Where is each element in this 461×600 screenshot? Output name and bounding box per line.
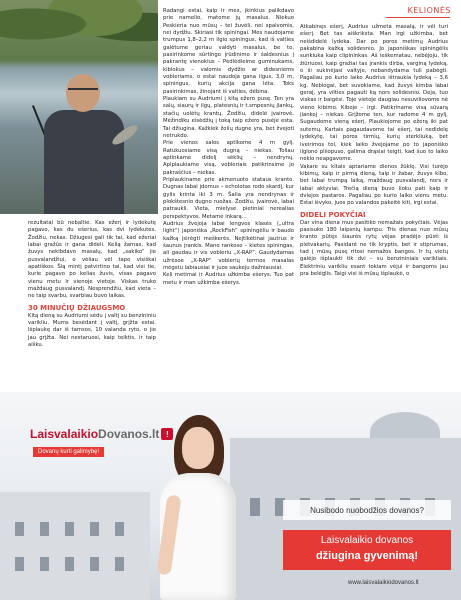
fisherman-photo <box>0 0 158 214</box>
paragraph: Kitą dieną su Audriumi sėdu į valtį su benzininiu varikliu. Mums besėdant į valtį, grįžta estai. Išplaukę dar iš tamsos, 10 valanda ryto, o jie jau grįžta. Nei nestaruosi, kaip teiktis, ir taip aišku. <box>28 312 156 349</box>
paragraph: Plaukiam su Audriumi į kitą ežero pusę. Ten yra salų, siaurų ir ilgų, platesnių ir t.smpesnių įlankų, stačių uolėtų krantų. Žodžiu, didelė įvairovė. Mėžindiku eisėdžių į toką taip ežero pusėje esta. Tai džiugina. Kažkiek žolių dugne yra, bet žvejoti netrukdo. <box>163 96 294 139</box>
window <box>40 522 49 536</box>
text-column-3 <box>300 24 448 278</box>
window <box>115 522 124 536</box>
section-heading: 30 MINUČIŲ DŽIAUGSMO <box>28 303 126 312</box>
window <box>90 522 99 536</box>
window <box>250 498 260 516</box>
window <box>40 557 49 571</box>
paragraph: Atkabinęs ešerį, Audrius užmeta masalą, ir vėl turi ešerį. Bet tas aiškriksta. Man irgi užkimba, bet neišdidelė lydeka. Dar po poros metimų Audrius pakabina kažką solidesnio. Jo japoniškas spiningėlis sunkiuka kaip clipininkas. Aš ieškematau, nebėjoju, tik žiūriuosi, kaip gražiai tas įrankis dirba, varginą lydeką, o ši sukinėjasi valtyje, nebandydama tuli pabėgti. Pagaliau po kurio laiko Audrius ištraukia lydeką – 3,6 kg. Neblogai, bet suvokiame, kad žuvys kimba labai geraį, yra vilties pagauti ką nors solidesnio. Deja, tuo viskas ir baigėsi. Toje vietoje daugiau nesuviliovome nė vieno kibimo. Kiboje – irgi. Patikriname visą sūvarą įlankoj – niekas. Grįžome ten, kur radome 4 m gylį. Sugaudome vieną ešerį. Plaukiojome po ežerą iki pat sutemų. Kartais pagaudavome tai ešerį, tai nedidelę lydekytę, tai poros tirmių, kurių sterkliuką, bet iveirimos tol, kiek laiko žvejojame po to japoniško ilgiono pliiopuso, galima drąsiai teigti, kad šuo to laiko nekio neapgavome. <box>300 24 448 163</box>
paragraph: Audrius žvejoja labai lengvos klasės („ultra light“) japoniška „RockFish“ spiningėliu ir baudo kažką įsirėgti meškerės. Nejtikėtinai jautrus ir šaunus įrankis. Mano rankose – kietes spiningas, ali gaudau ir vis vobleriu „X-RAP“. Gaudydamas užrėsoe „X-RAP“ voblerių termos masalas mėgstu labiausiai ir juos saukeju dažniausiai. <box>163 220 294 272</box>
paragraph: Dar vina diena mus pasitiko nemažais pokyčiais. Vėjas pasisuko 180 laipsnių kampu. Tris dienas nuo mūsų kranto pūtęs šiaurės rytų vėjas pradėjo pūsti iš pietvakarių. Pasidarė ne tik kryptis, bet ir stiprumas, tad į mūsų pusę ritosi nemažos bangos. Ir tų vietų galėjo išplaukti tik dvi – su benzininiais varikliais. Elektriniu varikliu esant tokiam vėjui ir bangoms jau pra belėglis. Taigi visi iš mūsų išplaukė, o <box>300 219 448 277</box>
cta-line-1: Laisvalaikio dovanos <box>320 535 414 546</box>
paragraph: Priplaukiname prie akmenuoto stataus kranto. Dugnas labai įdomus – echolotas rodo skardį, kur gylis krinta iki 3 m. Šalia yra nendrynas ir plokštesnio dugno ruožas. Žodžiu, įvairovė, labai patraukli. Vieta, mielyse pietiniai nerealias perspektyvos. Metame inkarą... <box>163 176 294 220</box>
fisherman-glasses <box>68 88 98 94</box>
section-rule <box>386 17 450 18</box>
text-column-1 <box>28 220 156 350</box>
brand-name-part-2: Dovanos.lt <box>98 427 160 441</box>
slogan-badge: Dovanų kurti galimybę! <box>33 447 104 457</box>
section-label: KELIONĖS <box>407 6 451 15</box>
window <box>15 522 24 536</box>
window <box>65 557 74 571</box>
cta-line-2: džiugina gyvenimą! <box>315 550 419 562</box>
section-heading: DIDELI POKYČIAI <box>300 210 366 219</box>
brand-mark-icon: ! <box>161 428 173 440</box>
paragraph: rezultatai bū nebaltie. Kas ežerį ir lydekutę pagavo, kas du ešerius, kas dvi lydekutes. Žodžiu, nekas. Džiugesi gali tik tai, kad ežeriai labai gražūs ir gana dideli. Kelią žarnas, kad žuvys nekibdavo masalų, kad „sakiko“ jie pusvalandžiui, o vėliau vėl tapo visiškai apatiškos. Šią mintį patvirtino tai, kad visi tie, kurie pagavo po kelias žuvis, visas pagavo vienu metu ir vienoje vietoje. Viskas truko maždaug pusvalandį. Nesprendžiu, kad vieta – ne taip svarbu, svarbiau buvo laikas. <box>28 220 156 300</box>
brand-name <box>30 427 159 441</box>
fisherman-figure <box>40 70 124 214</box>
ad-cta-banner[interactable] <box>283 530 451 570</box>
window <box>115 557 124 571</box>
paragraph: Prie vienos salos aptikome 4 m gylį. Ratukuosiame visą dugną – niekas. Toliau aptinkame didelį sėklių – nendrynų. Apiplaukiame visą, vobleriais patikrinsime jo pakraščius – niekas. <box>163 140 294 176</box>
cathedral-building <box>0 492 150 600</box>
window <box>15 557 24 571</box>
tree-line <box>0 0 158 60</box>
text-column-2 <box>163 8 294 287</box>
model-woman <box>152 415 242 600</box>
brand-name-part-1: Laisvalaikio <box>30 427 99 441</box>
woman-face <box>182 427 214 469</box>
paragraph: Keli metimai ir Audrius užkimba ešerys. Tuo pat metu ir man užkimba ešerys. <box>163 272 294 286</box>
window <box>65 522 74 536</box>
window <box>90 557 99 571</box>
fisherman-jacket <box>44 110 124 214</box>
ad-question: Nusibodo nuobodžios dovanos? <box>283 500 451 520</box>
ad-url-link[interactable]: www.laisvalaikiodovanos.lt <box>348 580 419 586</box>
paragraph: Vakare su kitais aptariame dienos žūklę. Visi turėjo kibimų, kaip ir pirmą dieną, taip ir žabar, žuvys kibo, bet labai trumpą laiką, maždaug pusvalandį, nors ir labai aktyviai. Trečią dieną buvo lioku pati kaip ir dviejos pastaros. Pagaliau po kurio laiko vienu metu. Estai išvyko, juos po valandos pakeitė kiti, irgi estai. <box>300 163 448 207</box>
paragraph: Radangi estai, kaip ir mes, įkinkius palikdavo prie namelio, matome jų masalus. Niekuo Peskieria nuo mūsų – tei žuvėli, nei spalvomis, nei dydžiu. Skiriasi tik spiningai. Mes naudojame trumpus 1,8–2,2 m ilgio spiningus, kad iš valties galėtume geriau valdyti masalus, be to, pasirinkome sūrtingo įrūdinimo ir šaldesnius į pakrantę vienokius – Pėdlėdieime guminukams, kiblokus – valomis dydžio ar didesniems vobleriams, o estai naudoja gana ilgus, 3,0 m, spiningus, kurių akcija gana lėta. Toks pasirinkimas, žinojant iš valties, dėbina. <box>163 8 294 95</box>
